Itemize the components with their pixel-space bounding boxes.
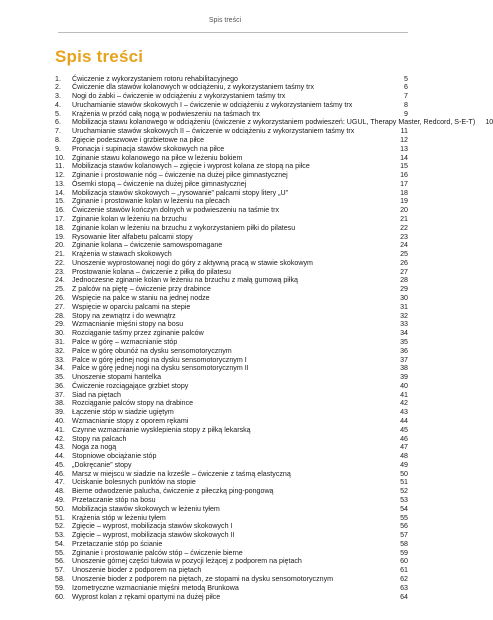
entry-page-number: 63 bbox=[400, 583, 408, 592]
entry-title: Unoszenie wyprostowanej nogi do góry z aktywną pracą w stawie skokowym bbox=[72, 258, 313, 267]
entry-title: Ćwiczenie rozciągające grzbiet stopy bbox=[72, 381, 189, 390]
entry-page-number: 52 bbox=[400, 487, 408, 496]
entry-number: 22. bbox=[55, 258, 65, 267]
entry-number: 53. bbox=[55, 531, 65, 540]
entry-page-number: 22 bbox=[400, 223, 408, 232]
entry-number: 7. bbox=[55, 127, 61, 136]
entry-title: Rozciąganie palców stopy na drabince bbox=[72, 399, 194, 408]
entry-title: Palce w górę obunóż na dysku sensomotorycznym bbox=[72, 346, 232, 355]
entry-number: 57. bbox=[55, 566, 65, 575]
entry-page-number: 6 bbox=[404, 83, 408, 92]
toc-entry[interactable] bbox=[55, 154, 408, 163]
entry-page-number: 38 bbox=[400, 364, 408, 373]
entry-number: 30. bbox=[55, 329, 65, 338]
toc-entry[interactable] bbox=[55, 303, 408, 312]
entry-page-number: 5 bbox=[404, 74, 408, 83]
toc-entry[interactable] bbox=[55, 566, 408, 575]
entry-title: Zginanie i prostowanie kolan w leżeniu na plecach bbox=[72, 197, 230, 206]
entry-title: Z palców na piętę – ćwiczenie przy drabince bbox=[72, 285, 211, 294]
entry-title: Uruchamianie stawów skokowych I – ćwiczenie w odciążeniu z wykorzystaniem taśmy trx bbox=[72, 100, 353, 109]
entry-page-number: 56 bbox=[400, 522, 408, 531]
toc-entry[interactable] bbox=[55, 531, 408, 540]
entry-number: 37. bbox=[55, 390, 65, 399]
entry-page-number: 24 bbox=[400, 241, 408, 250]
entry-page-number: 23 bbox=[400, 232, 408, 241]
entry-number: 47. bbox=[55, 478, 65, 487]
entry-page-number: 55 bbox=[400, 513, 408, 522]
toc-entry[interactable] bbox=[55, 92, 408, 101]
entry-title: Zginanie kolana – ćwiczenie samowspomagane bbox=[72, 241, 223, 250]
toc-entry[interactable] bbox=[55, 206, 408, 215]
entry-number: 51. bbox=[55, 513, 65, 522]
entry-number: 17. bbox=[55, 215, 65, 223]
entry-title: Zginanie i prostowanie palców stóp – ćwiczenie bierne bbox=[72, 548, 243, 557]
entry-number: 15. bbox=[55, 197, 65, 206]
entry-title: Unoszenie stopami hantelka bbox=[72, 373, 162, 382]
toc-entry[interactable] bbox=[55, 83, 408, 92]
entry-number: 44. bbox=[55, 452, 65, 461]
toc-entry[interactable] bbox=[55, 487, 408, 496]
entry-page-number: 29 bbox=[400, 285, 408, 294]
entry-title: Wspięcie na palce w staniu na jednej nodze bbox=[72, 294, 210, 303]
entry-page-number: 60 bbox=[400, 557, 408, 566]
entry-title: Pronacja i supinacja stawów skokowych na piłce bbox=[72, 144, 225, 153]
toc-entry[interactable] bbox=[55, 224, 408, 233]
toc-entry[interactable] bbox=[55, 391, 408, 400]
toc-entry[interactable] bbox=[55, 268, 408, 277]
entry-title: Mobilizacja stawu kolanowego w odciążeniu (ćwiczenie z wykorzystaniem podwieszeń: UGUL, Therapy Master, Redcord, S-E-T) bbox=[72, 118, 476, 127]
entry-page-number: 51 bbox=[400, 478, 408, 487]
entry-page-number: 64 bbox=[400, 592, 408, 601]
toc-entry[interactable] bbox=[55, 259, 408, 268]
entry-title: Zgięcie – wyprost, mobilizacja stawów skokowych I bbox=[72, 522, 233, 531]
toc-entry[interactable] bbox=[55, 522, 408, 531]
entry-page-number: 43 bbox=[400, 408, 408, 417]
toc-entry[interactable] bbox=[55, 408, 408, 417]
entry-page-number: 28 bbox=[400, 276, 408, 285]
entry-page-number: 17 bbox=[400, 179, 408, 188]
toc-entry[interactable] bbox=[55, 557, 408, 566]
entry-page-number: 27 bbox=[400, 267, 408, 276]
entry-number: 11. bbox=[55, 162, 65, 171]
toc-entry[interactable] bbox=[55, 364, 408, 373]
entry-title: Łączenie stóp w siadzie ugiętym bbox=[72, 408, 174, 417]
entry-title: Bierne odwodzenie palucha, ćwiczenie z piłeczką ping-pongową bbox=[72, 487, 274, 496]
entry-title: Rysowanie liter alfabetu palcami stopy bbox=[72, 232, 193, 241]
toc-entry[interactable] bbox=[55, 356, 408, 365]
entry-title: Siad na piętach bbox=[72, 390, 121, 399]
entry-number: 31. bbox=[55, 337, 65, 346]
entry-page-number: 44 bbox=[400, 416, 408, 425]
entry-page-number: 26 bbox=[400, 258, 408, 267]
entry-title: Mobilizacja stawów skokowych w leżeniu tyłem bbox=[72, 504, 220, 513]
toc-entry[interactable] bbox=[55, 329, 408, 338]
entry-page-number: 18 bbox=[400, 188, 408, 197]
entry-page-number: 12 bbox=[400, 135, 408, 144]
entry-number: 26. bbox=[55, 294, 65, 303]
entry-title: Wyprost kolan z rękami opartymi na dużej piłce bbox=[72, 592, 221, 601]
entry-title: Unoszenie bioder z podporem na piętach, ze stopami na dysku sensomotorycznym bbox=[72, 575, 334, 584]
entry-number: 33. bbox=[55, 355, 65, 364]
toc-entry[interactable] bbox=[55, 101, 408, 110]
toc-entry[interactable] bbox=[55, 443, 408, 452]
entry-title: Noga za nogą bbox=[72, 443, 117, 452]
toc-entry[interactable] bbox=[55, 399, 408, 408]
toc-entry[interactable] bbox=[55, 312, 408, 321]
entry-number: 39. bbox=[55, 408, 65, 417]
entry-page-number: 54 bbox=[400, 504, 408, 513]
entry-number: 23. bbox=[55, 267, 65, 276]
entry-title: Ćwiczenie stawów kończyn dolnych w podwieszeniu na taśmie trx bbox=[72, 206, 279, 215]
entry-number: 59. bbox=[55, 583, 65, 592]
entry-page-number: 48 bbox=[400, 452, 408, 461]
entry-title: Krążenia stóp w leżeniu tyłem bbox=[72, 513, 166, 522]
entry-title: Marsz w miejscu w siadzie na krześle – ćwiczenie z taśmą elastyczną bbox=[72, 469, 291, 478]
toc-entry[interactable] bbox=[55, 470, 408, 479]
entry-number: 8. bbox=[55, 135, 61, 144]
entry-number: 28. bbox=[55, 311, 65, 320]
entry-title: Przetaczanie stóp na bosu bbox=[72, 496, 156, 504]
toc-entry[interactable] bbox=[55, 347, 408, 356]
toc-entry[interactable] bbox=[55, 505, 408, 514]
entry-title: Zgięcie podeszwowe i grzbietowe na piłce bbox=[72, 135, 205, 144]
entry-number: 29. bbox=[55, 320, 65, 329]
entry-page-number: 15 bbox=[400, 162, 408, 171]
entry-number: 48. bbox=[55, 487, 65, 496]
entry-title: Palce w górę – wzmacnianie stóp bbox=[72, 337, 178, 346]
toc-entry[interactable] bbox=[55, 276, 408, 285]
entry-title: Ćwiczenie dla stawów kolanowych w odciążeniu, z wykorzystaniem taśmy trx bbox=[72, 83, 315, 92]
entry-page-number: 42 bbox=[400, 399, 408, 408]
entry-number: 10. bbox=[55, 153, 65, 162]
entry-page-number: 62 bbox=[400, 575, 408, 584]
entry-number: 24. bbox=[55, 276, 65, 285]
entry-number: 36. bbox=[55, 381, 65, 390]
entry-page-number: 58 bbox=[400, 539, 408, 548]
entry-title: Mobilizacja stawów skokowych – „rysowanie” palcami stopy litery „U” bbox=[72, 188, 289, 197]
toc-entry[interactable] bbox=[55, 127, 408, 136]
entry-page-number: 20 bbox=[400, 206, 408, 215]
entry-number: 45. bbox=[55, 460, 65, 469]
entry-number: 58. bbox=[55, 575, 65, 584]
entry-title: Wspięcie w oparciu palcami na stepie bbox=[72, 302, 191, 311]
entry-number: 25. bbox=[55, 285, 65, 294]
toc-entry[interactable] bbox=[55, 338, 408, 347]
entry-title: Wzmacnianie stopy z oporem rękami bbox=[72, 416, 189, 425]
entry-number: 20. bbox=[55, 241, 65, 250]
entry-title: Jednoczesne zginanie kolan w leżeniu na brzuchu z małą gumową piłką bbox=[72, 276, 298, 285]
entry-title: Zginanie kolan w leżeniu na brzuchu bbox=[72, 215, 187, 223]
entry-title: Mobilizacja stawów kolanowych – zgięcie i wyprost kolana ze stopą na piłce bbox=[72, 162, 310, 171]
entry-page-number: 9 bbox=[404, 109, 408, 118]
entry-number: 3. bbox=[55, 92, 61, 101]
toc-entry[interactable] bbox=[55, 426, 408, 435]
toc-entry[interactable] bbox=[55, 575, 408, 584]
entry-title: Ósemki stopą – ćwiczenie na dużej piłce gimnastycznej bbox=[72, 179, 247, 188]
entry-title: Krążenia w stawach skokowych bbox=[72, 250, 172, 259]
running-head: Spis treści bbox=[208, 17, 242, 24]
entry-page-number: 30 bbox=[400, 294, 408, 303]
entry-number: 19. bbox=[55, 232, 65, 241]
toc-entry[interactable] bbox=[55, 171, 408, 180]
toc-entry[interactable] bbox=[55, 373, 408, 382]
header-divider bbox=[58, 32, 408, 33]
toc-entry[interactable] bbox=[55, 540, 408, 549]
entry-page-number: 13 bbox=[400, 144, 408, 153]
entry-title: Prostowanie kolana – ćwiczenie z piłką do pilatesu bbox=[72, 267, 231, 276]
entry-page-number: 14 bbox=[400, 153, 408, 162]
entry-page-number: 53 bbox=[400, 496, 408, 504]
entry-number: 12. bbox=[55, 171, 65, 180]
entry-number: 55. bbox=[55, 548, 65, 557]
toc-entry[interactable] bbox=[55, 478, 408, 487]
entry-title: Krążenia w przód całą nogą w podwieszeniu na taśmach trx bbox=[72, 109, 261, 118]
entry-title: „Dokręcanie” stopy bbox=[72, 460, 132, 469]
toc-entry[interactable] bbox=[55, 145, 408, 154]
entry-number: 49. bbox=[55, 496, 65, 504]
toc-entry[interactable] bbox=[55, 549, 408, 558]
entry-title: Nogi do żabki – ćwiczenie w odciążeniu z wykorzystaniem taśmy trx bbox=[72, 92, 286, 101]
toc-entry[interactable] bbox=[55, 593, 408, 602]
entry-title: Ćwiczenie z wykorzystaniem rotoru rehabilitacyjnego bbox=[72, 74, 238, 83]
entry-title: Stopniowe obciążanie stóp bbox=[72, 452, 157, 461]
toc-entry[interactable] bbox=[55, 136, 408, 145]
entry-page-number: 8 bbox=[404, 100, 408, 109]
toc-entry[interactable] bbox=[55, 215, 408, 224]
entry-number: 42. bbox=[55, 434, 65, 443]
entry-number: 38. bbox=[55, 399, 65, 408]
entry-page-number: 46 bbox=[400, 434, 408, 443]
entry-number: 1. bbox=[55, 74, 61, 83]
entry-title: Czynne wzmacnianie wysklepienia stopy z piłką lekarską bbox=[72, 425, 251, 434]
entry-page-number: 47 bbox=[400, 443, 408, 452]
entry-number: 4. bbox=[55, 100, 61, 109]
entry-page-number: 16 bbox=[400, 171, 408, 180]
entry-title: Przetaczanie stóp po ścianie bbox=[72, 539, 163, 548]
toc-entry[interactable] bbox=[55, 320, 408, 329]
entry-number: 46. bbox=[55, 469, 65, 478]
entry-page-number: 57 bbox=[400, 531, 408, 540]
entry-number: 13. bbox=[55, 179, 65, 188]
entry-page-number: 35 bbox=[400, 337, 408, 346]
entry-number: 2. bbox=[55, 83, 61, 92]
toc-entry[interactable] bbox=[55, 496, 408, 505]
toc-entry[interactable] bbox=[55, 294, 408, 303]
entry-page-number: 25 bbox=[400, 250, 408, 259]
entry-title: Palce w górę jednej nogi na dysku sensomotorycznym II bbox=[72, 364, 249, 373]
entry-page-number: 41 bbox=[400, 390, 408, 399]
entry-page-number: 21 bbox=[400, 215, 408, 223]
toc-entry[interactable] bbox=[55, 180, 408, 189]
entry-title: Zginanie kolan w leżeniu na brzuchu z wykorzystaniem piłki do pilatesu bbox=[72, 223, 296, 232]
toc-entry[interactable] bbox=[55, 584, 408, 593]
entry-page-number: 37 bbox=[400, 355, 408, 364]
entry-number: 34. bbox=[55, 364, 65, 373]
entry-page-number: 31 bbox=[400, 302, 408, 311]
entry-title: Palce w górę jednej nogi na dysku sensomotorycznym I bbox=[72, 355, 247, 364]
entry-page-number: 33 bbox=[400, 320, 408, 329]
entry-page-number: 7 bbox=[404, 92, 408, 101]
toc-entry[interactable] bbox=[55, 417, 408, 426]
entry-number: 60. bbox=[55, 592, 65, 601]
entry-title: Unoszenie górnej części tułowia w pozycji leżącej z podporem na piętach bbox=[72, 557, 302, 566]
entry-page-number: 61 bbox=[400, 566, 408, 575]
toc-entry[interactable] bbox=[55, 189, 408, 198]
entry-number: 6. bbox=[55, 118, 61, 127]
toc-entry[interactable] bbox=[55, 382, 408, 391]
toc-entry[interactable] bbox=[55, 162, 408, 171]
toc-entry[interactable] bbox=[55, 197, 408, 206]
entry-page-number: 40 bbox=[400, 381, 408, 390]
entry-number: 27. bbox=[55, 302, 65, 311]
entry-number: 35. bbox=[55, 373, 65, 382]
entry-title: Wzmacnianie mięśni stopy na bosu bbox=[72, 320, 184, 329]
entry-page-number: 39 bbox=[400, 373, 408, 382]
entry-page-number: 10 bbox=[485, 118, 493, 127]
entry-page-number: 11 bbox=[400, 127, 408, 136]
entry-number: 56. bbox=[55, 557, 65, 566]
entry-title: Rozciąganie taśmy przez zginanie palców bbox=[72, 329, 204, 338]
entry-number: 9. bbox=[55, 144, 61, 153]
entry-number: 21. bbox=[55, 250, 65, 259]
entry-page-number: 59 bbox=[400, 548, 408, 557]
toc-entry[interactable] bbox=[55, 452, 408, 461]
toc-entry[interactable] bbox=[55, 118, 493, 127]
toc-entry[interactable] bbox=[55, 250, 408, 259]
toc-entry[interactable] bbox=[55, 435, 408, 444]
entry-page-number: 19 bbox=[400, 197, 408, 206]
entry-number: 52. bbox=[55, 522, 65, 531]
toc-entry[interactable] bbox=[55, 75, 408, 84]
entry-number: 18. bbox=[55, 223, 65, 232]
entry-number: 16. bbox=[55, 206, 65, 215]
entry-title: Zginanie i prostowanie nóg – ćwiczenie na dużej piłce gimnastycznej bbox=[72, 171, 288, 180]
entry-title: Zgięcie – wyprost, mobilizacja stawów skokowych II bbox=[72, 531, 235, 540]
entry-title: Izometryczne wzmacnianie mięśni metodą Brunkowa bbox=[72, 583, 239, 592]
entry-number: 32. bbox=[55, 346, 65, 355]
entry-page-number: 34 bbox=[400, 329, 408, 338]
entry-number: 54. bbox=[55, 539, 65, 548]
toc-entry[interactable] bbox=[55, 285, 408, 294]
entry-page-number: 32 bbox=[400, 311, 408, 320]
entry-page-number: 49 bbox=[400, 460, 408, 469]
entry-title: Stopy na palcach bbox=[72, 434, 127, 443]
entry-title: Unoszenie bioder z podporem na piętach bbox=[72, 566, 202, 575]
entry-title: Zginanie stawu kolanowego na piłce w leżeniu bokiem bbox=[72, 153, 243, 162]
entry-page-number: 36 bbox=[400, 346, 408, 355]
toc-entry[interactable] bbox=[55, 110, 408, 119]
entry-number: 43. bbox=[55, 443, 65, 452]
entry-page-number: 50 bbox=[400, 469, 408, 478]
toc-entry[interactable] bbox=[55, 461, 408, 470]
entry-page-number: 45 bbox=[400, 425, 408, 434]
entry-number: 41. bbox=[55, 425, 65, 434]
entry-number: 50. bbox=[55, 504, 65, 513]
toc-entry[interactable] bbox=[55, 514, 408, 523]
entry-title: Uruchamianie stawów skokowych II – ćwiczenie w odciążeniu z wykorzystaniem taśmy trx bbox=[72, 127, 355, 136]
table-of-contents bbox=[55, 74, 493, 602]
entry-number: 40. bbox=[55, 416, 65, 425]
entry-number: 14. bbox=[55, 188, 65, 197]
entry-number: 5. bbox=[55, 109, 61, 118]
toc-entry[interactable] bbox=[55, 233, 408, 242]
entry-title: Uciskanie bolesnych punktów na stopie bbox=[72, 478, 196, 487]
toc-entry[interactable] bbox=[55, 241, 408, 250]
entry-title: Stopy na zewnątrz i do wewnątrz bbox=[72, 311, 176, 320]
page-title: Spis treści bbox=[55, 47, 144, 66]
